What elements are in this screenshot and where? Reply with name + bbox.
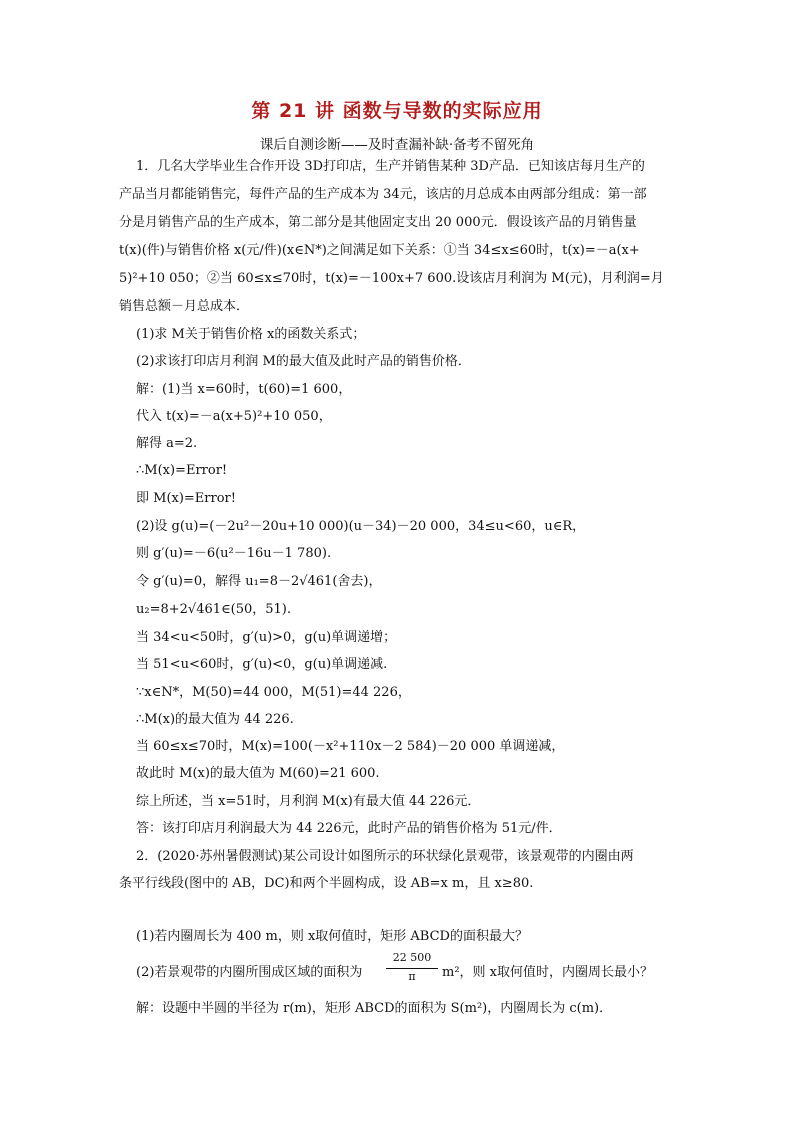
text-line: 即 M(x)=Error!	[136, 491, 236, 506]
text-line: 当 60≤x≤70时，M(x)=100(－x²+110x－2 584)－20 000 单调递减，	[136, 739, 565, 754]
text-line: 当 34<u<50时，g′(u)>0，g(u)单调递增；	[136, 630, 397, 645]
text-line: 2．(2020·苏州暑假测试)某公司设计如图所示的环状绿化景观带，该景观带的内圈由两	[136, 849, 634, 864]
text-line: t(x)(件)与销售价格 x(元/件)(x∈N*)之间满足如下关系：①当 34≤x≤60时，t(x)=－a(x+	[119, 243, 640, 258]
fraction-numerator: 22 500	[392, 951, 432, 964]
text-line: 则 g′(u)=－6(u²－16u－1 780).	[136, 546, 332, 561]
text-line: ∴M(x)=Error!	[136, 463, 228, 478]
text-line: 解：(1)当 x=60时，t(60)=1 600，	[136, 382, 352, 397]
text-line: 销售总额－月总成本．	[119, 299, 250, 314]
text-line: 分是月销售产品的生产成本，第二部分是其他固定支出 20 000元．假设该产品的月销售量	[119, 215, 637, 230]
text-line: 1．几名大学毕业生合作开设 3D打印店，生产并销售某种 3D产品．已知该店每月生产的	[136, 159, 645, 174]
text-line: 令 g′(u)=0，解得 u₁=8－2√461(舍去)，	[136, 574, 382, 589]
text-line: 代入 t(x)=－a(x+5)²+10 050，	[136, 409, 332, 424]
text-line: u₂=8+2√461∈(50，51).	[136, 602, 291, 617]
text-line: 产品当月都能销售完，每件产品的生产成本为 34元，该店的月总成本由两部分组成：第一部	[119, 187, 647, 202]
text-line: 5)²+10 050；②当 60≤x≤70时，t(x)=－100x+7 600.设该店月利润为 M(元)，月利润=月	[119, 271, 664, 286]
question-1: (1)若内圈周长为 400 m，则 x取何值时，矩形 ABCD的面积最大？	[136, 929, 528, 944]
page-subtitle: 课后自测诊断——及时查漏补缺·备考不留死角	[259, 137, 535, 153]
text-line: ∴M(x)的最大值为 44 226.	[136, 712, 294, 727]
text-line: (1)求 M关于销售价格 x的函数关系式；	[136, 327, 366, 342]
text-line: 解得 a=2.	[136, 436, 198, 451]
fraction-denominator: π	[408, 970, 416, 983]
solution-2: 解：设题中半圆的半径为 r(m)，矩形 ABCD的面积为 S(m²)，内圈周长为 c(m)．	[136, 1001, 613, 1016]
text-line: (2)求该打印店月利润 M的最大值及此时产品的销售价格．	[136, 354, 471, 369]
text-line: 综上所述，当 x=51时，月利润 M(x)有最大值 44 226元．	[136, 794, 481, 809]
text-line: 当 51<u<60时，g′(u)<0，g(u)单调递减.	[136, 657, 388, 672]
fraction-bar	[386, 968, 438, 969]
text-line: (2)设 g(u)=(－2u²－20u+10 000)(u－34)－20 000，34≤u<60，u∈R，	[136, 519, 586, 534]
text-line: 条平行线段(图中的 AB，DC)和两个半圆构成，设 AB=x m，且 x≥80.	[119, 876, 534, 891]
text-line: ∵x∈N*，M(50)=44 000，M(51)=44 226，	[136, 685, 411, 700]
question-2-start: (2)若景观带的内圈所围成区域的面积为	[136, 965, 363, 980]
question-2-end: m²，则 x取何值时，内圈周长最小？	[442, 965, 654, 980]
text-line: 故此时 M(x)的最大值为 M(60)=21 600.	[136, 766, 380, 781]
page-title: 第 21 讲 函数与导数的实际应用	[251, 100, 543, 122]
text-line: 答：该打印店月利润最大为 44 226元，此时产品的销售价格为 51元/件．	[136, 821, 562, 836]
